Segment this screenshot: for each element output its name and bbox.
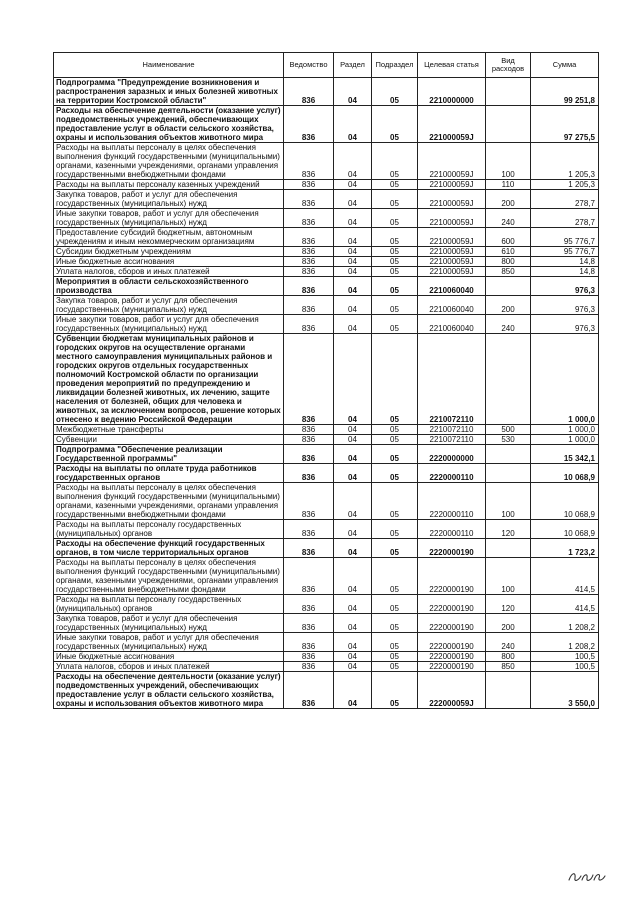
row-amount-cell: 414,5 bbox=[531, 595, 599, 614]
row-target-item-cell: 2220000110 bbox=[418, 520, 486, 539]
row-target-item-cell: 221000059J bbox=[418, 143, 486, 180]
row-name-cell: Закупка товаров, работ и услуг для обеспечения государственных (муниципальных) нужд bbox=[54, 296, 284, 315]
row-target-item-cell: 2210060040 bbox=[418, 315, 486, 334]
row-section-cell: 04 bbox=[334, 209, 372, 228]
row-amount-cell: 1 208,2 bbox=[531, 633, 599, 652]
row-name-cell: Субвенции бюджетам муниципальных районов и городских округов на осуществление органами местного самоуправления муниципальных районов и городских округов отдельных государственных полномочий Костромской области по организации проведения мероприятий по предупреждению и ликвидации болезней животных, их лечению, защите населения от болезней, общих для человека и животных, за исключением вопросов, решение которых отнесено к ведению Российской Федерации bbox=[54, 334, 284, 425]
row-section-cell: 04 bbox=[334, 672, 372, 709]
row-amount-cell: 976,3 bbox=[531, 296, 599, 315]
row-subsection-cell: 05 bbox=[372, 520, 418, 539]
row-target-item-cell: 2210072110 bbox=[418, 334, 486, 425]
table-row bbox=[54, 425, 599, 435]
row-section-cell: 04 bbox=[334, 595, 372, 614]
row-expense-type-cell: 110 bbox=[486, 180, 531, 190]
row-amount-cell: 14,8 bbox=[531, 267, 599, 277]
col-header-section: Раздел bbox=[334, 53, 372, 78]
row-name-cell: Субвенции bbox=[54, 435, 284, 445]
row-target-item-cell: 2220000190 bbox=[418, 633, 486, 652]
row-expense-type-cell bbox=[486, 334, 531, 425]
row-amount-cell: 15 342,1 bbox=[531, 445, 599, 464]
row-amount-cell: 1 723,2 bbox=[531, 539, 599, 558]
table-header-row bbox=[54, 53, 599, 78]
row-name-cell: Расходы на обеспечение деятельности (оказание услуг) подведомственных учреждений, обеспечивающих предоставление услуг в области сельского хозяйства, охраны и использования объектов животного мира bbox=[54, 672, 284, 709]
table-row bbox=[54, 247, 599, 257]
row-subsection-cell: 05 bbox=[372, 672, 418, 709]
table-row bbox=[54, 209, 599, 228]
row-section-cell: 04 bbox=[334, 78, 372, 106]
row-expense-type-cell: 200 bbox=[486, 190, 531, 209]
row-subsection-cell: 05 bbox=[372, 334, 418, 425]
row-amount-cell: 1 205,3 bbox=[531, 180, 599, 190]
row-target-item-cell: 2210060040 bbox=[418, 296, 486, 315]
col-header-expense-type: Вид расходов bbox=[486, 53, 531, 78]
row-target-item-cell: 221000059J bbox=[418, 228, 486, 247]
row-name-cell: Расходы на выплаты персоналу государственных (муниципальных) органов bbox=[54, 520, 284, 539]
row-target-item-cell: 2210072110 bbox=[418, 435, 486, 445]
col-header-target-item: Целевая статья bbox=[418, 53, 486, 78]
row-name-cell: Подпрограмма "Предупреждение возникновения и распространения заразных и иных болезней животных на территории Костромской области" bbox=[54, 78, 284, 106]
table-row bbox=[54, 435, 599, 445]
row-target-item-cell: 2220000110 bbox=[418, 464, 486, 483]
table-row bbox=[54, 277, 599, 296]
row-target-item-cell: 2220000190 bbox=[418, 662, 486, 672]
table-row bbox=[54, 267, 599, 277]
row-target-item-cell: 2220000190 bbox=[418, 539, 486, 558]
row-amount-cell: 1 205,3 bbox=[531, 143, 599, 180]
row-name-cell: Расходы на обеспечение деятельности (оказание услуг) подведомственных учреждений, обеспечивающих предоставление услуг в области сельского хозяйства, охраны и использования объектов животного мира bbox=[54, 106, 284, 143]
row-name-cell: Расходы на выплаты персоналу в целях обеспечения выполнения функций государственными (муниципальными) органами, казенными учреждениями, органами управления государственными внебюджетными фондами bbox=[54, 558, 284, 595]
row-subsection-cell: 05 bbox=[372, 483, 418, 520]
row-section-cell: 04 bbox=[334, 539, 372, 558]
budget-document bbox=[53, 52, 598, 709]
row-expense-type-cell: 240 bbox=[486, 209, 531, 228]
row-amount-cell: 414,5 bbox=[531, 558, 599, 595]
row-target-item-cell: 2220000190 bbox=[418, 595, 486, 614]
row-subsection-cell: 05 bbox=[372, 106, 418, 143]
table-row bbox=[54, 296, 599, 315]
row-section-cell: 04 bbox=[334, 277, 372, 296]
row-subsection-cell: 05 bbox=[372, 445, 418, 464]
row-name-cell: Расходы на обеспечение функций государственных органов, в том числе территориальных органов bbox=[54, 539, 284, 558]
row-subsection-cell: 05 bbox=[372, 257, 418, 267]
row-section-cell: 04 bbox=[334, 190, 372, 209]
row-section-cell: 04 bbox=[334, 483, 372, 520]
row-department-cell: 836 bbox=[284, 190, 334, 209]
row-department-cell: 836 bbox=[284, 520, 334, 539]
row-expense-type-cell bbox=[486, 539, 531, 558]
row-target-item-cell: 2220000190 bbox=[418, 558, 486, 595]
row-subsection-cell: 05 bbox=[372, 595, 418, 614]
row-amount-cell: 976,3 bbox=[531, 315, 599, 334]
row-subsection-cell: 05 bbox=[372, 558, 418, 595]
row-name-cell: Расходы на выплаты персоналу государственных (муниципальных) органов bbox=[54, 595, 284, 614]
row-expense-type-cell: 120 bbox=[486, 520, 531, 539]
row-expense-type-cell: 600 bbox=[486, 228, 531, 247]
row-section-cell: 04 bbox=[334, 464, 372, 483]
table-row bbox=[54, 662, 599, 672]
row-subsection-cell: 05 bbox=[372, 614, 418, 633]
row-target-item-cell: 221000059J bbox=[418, 247, 486, 257]
row-target-item-cell: 2220000190 bbox=[418, 614, 486, 633]
row-subsection-cell: 05 bbox=[372, 190, 418, 209]
row-section-cell: 04 bbox=[334, 106, 372, 143]
row-name-cell: Иные бюджетные ассигнования bbox=[54, 257, 284, 267]
table-row bbox=[54, 672, 599, 709]
row-section-cell: 04 bbox=[334, 633, 372, 652]
table-row bbox=[54, 633, 599, 652]
table-row bbox=[54, 520, 599, 539]
row-target-item-cell: 221000059J bbox=[418, 267, 486, 277]
row-expense-type-cell: 200 bbox=[486, 614, 531, 633]
col-header-name: Наименование bbox=[54, 53, 284, 78]
row-expense-type-cell: 100 bbox=[486, 143, 531, 180]
row-amount-cell: 10 068,9 bbox=[531, 520, 599, 539]
row-department-cell: 836 bbox=[284, 425, 334, 435]
row-name-cell: Расходы на выплаты персоналу в целях обеспечения выполнения функций государственными (муниципальными) органами, казенными учреждениями, органами управления государственными внебюджетными фондами bbox=[54, 143, 284, 180]
row-subsection-cell: 05 bbox=[372, 662, 418, 672]
row-target-item-cell: 2220000110 bbox=[418, 483, 486, 520]
row-department-cell: 836 bbox=[284, 652, 334, 662]
row-subsection-cell: 05 bbox=[372, 633, 418, 652]
row-target-item-cell: 221000059J bbox=[418, 190, 486, 209]
row-subsection-cell: 05 bbox=[372, 296, 418, 315]
row-department-cell: 836 bbox=[284, 662, 334, 672]
row-section-cell: 04 bbox=[334, 334, 372, 425]
row-expense-type-cell bbox=[486, 78, 531, 106]
row-section-cell: 04 bbox=[334, 652, 372, 662]
table-row bbox=[54, 106, 599, 143]
row-expense-type-cell: 850 bbox=[486, 267, 531, 277]
row-section-cell: 04 bbox=[334, 435, 372, 445]
row-expense-type-cell: 530 bbox=[486, 435, 531, 445]
col-header-department: Ведомство bbox=[284, 53, 334, 78]
table-body bbox=[54, 78, 599, 709]
row-expense-type-cell: 240 bbox=[486, 633, 531, 652]
row-subsection-cell: 05 bbox=[372, 315, 418, 334]
row-subsection-cell: 05 bbox=[372, 267, 418, 277]
row-name-cell: Мероприятия в области сельскохозяйственного производства bbox=[54, 277, 284, 296]
row-department-cell: 836 bbox=[284, 267, 334, 277]
row-name-cell: Закупка товаров, работ и услуг для обеспечения государственных (муниципальных) нужд bbox=[54, 614, 284, 633]
row-amount-cell: 278,7 bbox=[531, 190, 599, 209]
row-target-item-cell: 2210000000 bbox=[418, 78, 486, 106]
handwritten-page-mark bbox=[566, 866, 608, 886]
table-row bbox=[54, 143, 599, 180]
row-amount-cell: 3 550,0 bbox=[531, 672, 599, 709]
row-target-item-cell: 2220000000 bbox=[418, 445, 486, 464]
row-section-cell: 04 bbox=[334, 267, 372, 277]
row-subsection-cell: 05 bbox=[372, 425, 418, 435]
row-department-cell: 836 bbox=[284, 277, 334, 296]
row-department-cell: 836 bbox=[284, 106, 334, 143]
row-expense-type-cell: 200 bbox=[486, 296, 531, 315]
row-amount-cell: 1 208,2 bbox=[531, 614, 599, 633]
row-department-cell: 836 bbox=[284, 143, 334, 180]
row-subsection-cell: 05 bbox=[372, 277, 418, 296]
table-row bbox=[54, 652, 599, 662]
table-row bbox=[54, 539, 599, 558]
table-row bbox=[54, 315, 599, 334]
row-expense-type-cell: 100 bbox=[486, 483, 531, 520]
row-amount-cell: 95 776,7 bbox=[531, 247, 599, 257]
row-department-cell: 836 bbox=[284, 180, 334, 190]
row-department-cell: 836 bbox=[284, 315, 334, 334]
table-row bbox=[54, 464, 599, 483]
row-subsection-cell: 05 bbox=[372, 143, 418, 180]
row-expense-type-cell bbox=[486, 277, 531, 296]
row-department-cell: 836 bbox=[284, 633, 334, 652]
row-name-cell: Предоставление субсидий бюджетным, автономным учреждениям и иным некоммерческим организациям bbox=[54, 228, 284, 247]
row-subsection-cell: 05 bbox=[372, 78, 418, 106]
row-amount-cell: 99 251,8 bbox=[531, 78, 599, 106]
row-subsection-cell: 05 bbox=[372, 435, 418, 445]
row-amount-cell: 278,7 bbox=[531, 209, 599, 228]
row-amount-cell: 1 000,0 bbox=[531, 425, 599, 435]
row-subsection-cell: 05 bbox=[372, 209, 418, 228]
table-row bbox=[54, 334, 599, 425]
row-name-cell: Расходы на выплаты по оплате труда работников государственных органов bbox=[54, 464, 284, 483]
row-section-cell: 04 bbox=[334, 315, 372, 334]
row-expense-type-cell: 800 bbox=[486, 257, 531, 267]
row-section-cell: 04 bbox=[334, 558, 372, 595]
table-row bbox=[54, 180, 599, 190]
row-amount-cell: 10 068,9 bbox=[531, 464, 599, 483]
row-expense-type-cell: 100 bbox=[486, 558, 531, 595]
row-expense-type-cell: 120 bbox=[486, 595, 531, 614]
row-name-cell: Субсидии бюджетным учреждениям bbox=[54, 247, 284, 257]
row-name-cell: Подпрограмма "Обеспечение реализации Государственной программы" bbox=[54, 445, 284, 464]
row-name-cell: Уплата налогов, сборов и иных платежей bbox=[54, 662, 284, 672]
row-amount-cell: 97 275,5 bbox=[531, 106, 599, 143]
row-subsection-cell: 05 bbox=[372, 539, 418, 558]
table-row bbox=[54, 483, 599, 520]
row-department-cell: 836 bbox=[284, 334, 334, 425]
row-name-cell: Закупка товаров, работ и услуг для обеспечения государственных (муниципальных) нужд bbox=[54, 190, 284, 209]
row-amount-cell: 100,5 bbox=[531, 662, 599, 672]
row-department-cell: 836 bbox=[284, 464, 334, 483]
row-section-cell: 04 bbox=[334, 257, 372, 267]
row-amount-cell: 1 000,0 bbox=[531, 334, 599, 425]
row-expense-type-cell bbox=[486, 445, 531, 464]
row-target-item-cell: 222000059J bbox=[418, 672, 486, 709]
row-department-cell: 836 bbox=[284, 435, 334, 445]
row-target-item-cell: 2210060040 bbox=[418, 277, 486, 296]
row-expense-type-cell: 850 bbox=[486, 662, 531, 672]
row-section-cell: 04 bbox=[334, 662, 372, 672]
table-row bbox=[54, 190, 599, 209]
row-section-cell: 04 bbox=[334, 614, 372, 633]
row-amount-cell: 95 776,7 bbox=[531, 228, 599, 247]
row-amount-cell: 10 068,9 bbox=[531, 483, 599, 520]
table-row bbox=[54, 614, 599, 633]
row-expense-type-cell: 610 bbox=[486, 247, 531, 257]
row-section-cell: 04 bbox=[334, 228, 372, 247]
row-section-cell: 04 bbox=[334, 143, 372, 180]
row-name-cell: Расходы на выплаты персоналу казенных учреждений bbox=[54, 180, 284, 190]
row-section-cell: 04 bbox=[334, 180, 372, 190]
row-target-item-cell: 2220000190 bbox=[418, 652, 486, 662]
row-name-cell: Иные закупки товаров, работ и услуг для обеспечения государственных (муниципальных) нужд bbox=[54, 633, 284, 652]
row-amount-cell: 100,5 bbox=[531, 652, 599, 662]
budget-table bbox=[53, 52, 599, 709]
row-name-cell: Иные закупки товаров, работ и услуг для обеспечения государственных (муниципальных) нужд bbox=[54, 315, 284, 334]
row-subsection-cell: 05 bbox=[372, 180, 418, 190]
col-header-amount: Сумма bbox=[531, 53, 599, 78]
row-section-cell: 04 bbox=[334, 520, 372, 539]
row-expense-type-cell bbox=[486, 106, 531, 143]
row-department-cell: 836 bbox=[284, 672, 334, 709]
row-expense-type-cell: 500 bbox=[486, 425, 531, 435]
row-subsection-cell: 05 bbox=[372, 464, 418, 483]
row-subsection-cell: 05 bbox=[372, 247, 418, 257]
row-name-cell: Расходы на выплаты персоналу в целях обеспечения выполнения функций государственными (муниципальными) органами, казенными учреждениями, органами управления государственными внебюджетными фондами bbox=[54, 483, 284, 520]
row-section-cell: 04 bbox=[334, 425, 372, 435]
row-section-cell: 04 bbox=[334, 296, 372, 315]
row-department-cell: 836 bbox=[284, 257, 334, 267]
row-department-cell: 836 bbox=[284, 614, 334, 633]
row-amount-cell: 14,8 bbox=[531, 257, 599, 267]
row-department-cell: 836 bbox=[284, 228, 334, 247]
row-subsection-cell: 05 bbox=[372, 652, 418, 662]
row-department-cell: 836 bbox=[284, 296, 334, 315]
row-target-item-cell: 221000059J bbox=[418, 257, 486, 267]
row-name-cell: Уплата налогов, сборов и иных платежей bbox=[54, 267, 284, 277]
row-department-cell: 836 bbox=[284, 558, 334, 595]
row-name-cell: Иные бюджетные ассигнования bbox=[54, 652, 284, 662]
row-target-item-cell: 221000059J bbox=[418, 180, 486, 190]
row-expense-type-cell: 800 bbox=[486, 652, 531, 662]
table-row bbox=[54, 595, 599, 614]
row-name-cell: Иные закупки товаров, работ и услуг для обеспечения государственных (муниципальных) нужд bbox=[54, 209, 284, 228]
row-expense-type-cell: 240 bbox=[486, 315, 531, 334]
row-department-cell: 836 bbox=[284, 209, 334, 228]
row-section-cell: 04 bbox=[334, 247, 372, 257]
table-row bbox=[54, 257, 599, 267]
row-expense-type-cell bbox=[486, 464, 531, 483]
row-department-cell: 836 bbox=[284, 445, 334, 464]
row-name-cell: Межбюджетные трансферты bbox=[54, 425, 284, 435]
row-expense-type-cell bbox=[486, 672, 531, 709]
row-section-cell: 04 bbox=[334, 445, 372, 464]
table-row bbox=[54, 228, 599, 247]
table-row bbox=[54, 558, 599, 595]
row-department-cell: 836 bbox=[284, 247, 334, 257]
row-department-cell: 836 bbox=[284, 539, 334, 558]
row-target-item-cell: 221000059J bbox=[418, 106, 486, 143]
table-row bbox=[54, 78, 599, 106]
row-department-cell: 836 bbox=[284, 483, 334, 520]
row-target-item-cell: 221000059J bbox=[418, 209, 486, 228]
row-department-cell: 836 bbox=[284, 78, 334, 106]
row-department-cell: 836 bbox=[284, 595, 334, 614]
row-subsection-cell: 05 bbox=[372, 228, 418, 247]
table-row bbox=[54, 445, 599, 464]
row-amount-cell: 1 000,0 bbox=[531, 435, 599, 445]
row-amount-cell: 976,3 bbox=[531, 277, 599, 296]
col-header-subsection: Подраздел bbox=[372, 53, 418, 78]
row-target-item-cell: 2210072110 bbox=[418, 425, 486, 435]
